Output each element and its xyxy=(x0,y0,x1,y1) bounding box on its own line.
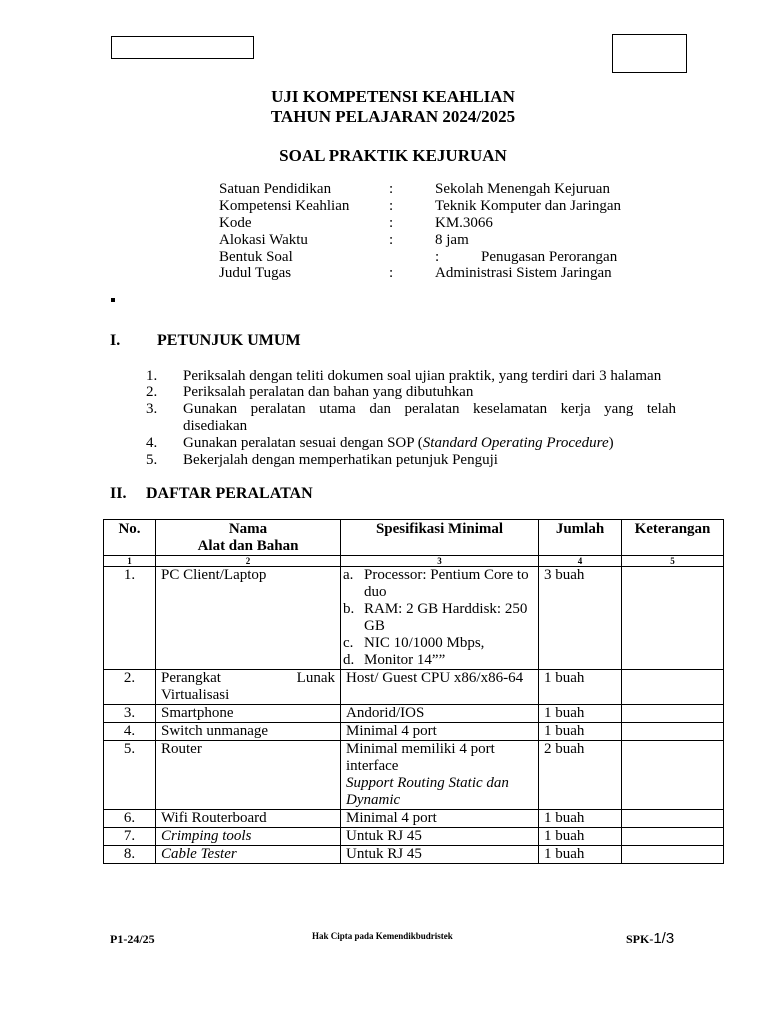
list-text: disediakan xyxy=(183,418,248,434)
table-row xyxy=(104,670,724,705)
cell-no: 6. xyxy=(104,810,156,828)
spec-item xyxy=(343,567,533,601)
info-colon: : xyxy=(389,215,394,231)
cell-nama-word: Perangkat xyxy=(161,670,221,686)
index-cell: 5 xyxy=(622,556,724,567)
spec-marker: a. xyxy=(343,567,354,583)
table-row xyxy=(104,567,724,670)
info-label: Alokasi Waktu xyxy=(219,232,308,248)
cell-spec xyxy=(341,567,539,670)
info-label: Judul Tugas xyxy=(219,265,292,281)
spec-list xyxy=(343,567,533,669)
cell-keterangan xyxy=(622,846,724,864)
cell-nama-line-2: Virtualisasi xyxy=(161,687,230,703)
info-label: Kompetensi Keahlian xyxy=(219,198,350,214)
cell-spec: Minimal 4 port xyxy=(341,723,539,741)
title-line-1: UJI KOMPETENSI KEAHLIAN xyxy=(271,87,515,106)
spec-text: Processor: Pentium Core to duo xyxy=(364,567,529,600)
info-value: KM.3066 xyxy=(435,215,493,231)
header-nama-line-2: Alat dan Bahan xyxy=(197,538,299,554)
cell-spec-line: Minimal memiliki 4 port interface xyxy=(346,741,495,774)
spec-item xyxy=(343,635,533,652)
cell-jumlah: 1 buah xyxy=(539,846,622,864)
cell-spec: Minimal 4 port xyxy=(341,810,539,828)
info-label: Kode xyxy=(219,215,252,231)
info-value: Penugasan Perorangan xyxy=(481,249,618,265)
info-colon: : xyxy=(389,198,394,214)
spec-marker: b. xyxy=(343,601,355,617)
spec-text: RAM: 2 GB Harddisk: 250 GB xyxy=(364,601,528,634)
list-number: 3. xyxy=(146,401,158,417)
table-row xyxy=(104,723,724,741)
table-row xyxy=(104,741,724,810)
cell-no: 4. xyxy=(104,723,156,741)
list-number: 5. xyxy=(146,452,158,468)
list-text: Gunakan peralatan utama dan peralatan keselamatan kerja yang telah xyxy=(183,401,676,417)
cell-keterangan xyxy=(622,810,724,828)
cell-nama-word: Lunak xyxy=(296,670,335,686)
table-index-row xyxy=(104,556,724,567)
index-cell: 2 xyxy=(156,556,341,567)
info-colon: : xyxy=(389,181,394,197)
info-value: 8 jam xyxy=(435,232,469,248)
cell-no: 3. xyxy=(104,705,156,723)
cell-keterangan xyxy=(622,723,724,741)
cell-spec: Untuk RJ 45 xyxy=(341,828,539,846)
list-text-pre: Gunakan peralatan sesuai dengan SOP ( xyxy=(183,435,423,451)
spec-marker: c. xyxy=(343,635,354,651)
header-jumlah: Jumlah xyxy=(539,520,622,556)
cell-nama: Wifi Routerboard xyxy=(156,810,341,828)
bullet-mark xyxy=(111,298,115,302)
section-2-title: DAFTAR PERALATAN xyxy=(146,485,313,502)
cell-keterangan xyxy=(622,705,724,723)
info-value: Administrasi Sistem Jaringan xyxy=(435,265,612,281)
section-2-number: II. xyxy=(110,485,127,502)
footer-code: P1-24/25 xyxy=(110,932,155,946)
index-cell: 1 xyxy=(104,556,156,567)
section-1-title: PETUNJUK UMUM xyxy=(157,332,301,349)
footer-page-number: 1/3 xyxy=(653,930,675,947)
cell-spec: Host/ Guest CPU x86/x86-64 xyxy=(341,670,539,705)
cell-keterangan xyxy=(622,567,724,670)
list-text-italic: Standard Operating Procedure xyxy=(422,435,609,451)
cell-spec: Andorid/IOS xyxy=(341,705,539,723)
footer-page-prefix: SPK- xyxy=(626,932,654,946)
index-cell: 4 xyxy=(539,556,622,567)
cell-no: 8. xyxy=(104,846,156,864)
footer-copyright: Hak Cipta pada Kemendikbudristek xyxy=(312,931,453,941)
info-colon: : xyxy=(435,249,440,265)
table-row xyxy=(104,828,724,846)
info-value: Teknik Komputer dan Jaringan xyxy=(435,198,621,214)
list-text xyxy=(183,435,676,452)
info-label: Satuan Pendidikan xyxy=(219,181,332,197)
header-keterangan: Keterangan xyxy=(622,520,724,556)
cell-jumlah: 1 buah xyxy=(539,810,622,828)
title-line-2: TAHUN PELAJARAN 2024/2025 xyxy=(270,107,516,126)
blank-box-right xyxy=(612,34,687,73)
spec-item xyxy=(343,652,533,669)
cell-nama-line-1 xyxy=(161,670,335,687)
cell-nama xyxy=(156,670,341,705)
table-header-row xyxy=(104,520,724,556)
header-nama-line-1: Nama xyxy=(228,521,268,537)
info-colon: : xyxy=(389,265,394,281)
cell-nama: Smartphone xyxy=(156,705,341,723)
footer-page xyxy=(626,930,674,948)
spec-item xyxy=(343,601,533,635)
title-line-3: SOAL PRAKTIK KEJURUAN xyxy=(279,146,507,165)
cell-no: 5. xyxy=(104,741,156,810)
equipment-table xyxy=(103,519,724,864)
list-number: 4. xyxy=(146,435,158,451)
cell-jumlah: 1 buah xyxy=(539,705,622,723)
list-number: 1. xyxy=(146,368,158,384)
cell-no: 2. xyxy=(104,670,156,705)
section-1-number: I. xyxy=(110,332,121,349)
cell-nama: Crimping tools xyxy=(156,828,341,846)
cell-nama: Cable Tester xyxy=(156,846,341,864)
info-value: Sekolah Menengah Kejuruan xyxy=(435,181,610,197)
list-text: Periksalah dengan teliti dokumen soal ujian praktik, yang terdiri dari 3 halaman xyxy=(183,368,662,384)
cell-jumlah: 2 buah xyxy=(539,741,622,810)
header-no: No. xyxy=(104,520,156,556)
table-row xyxy=(104,705,724,723)
spec-marker: d. xyxy=(343,652,355,668)
cell-no: 7. xyxy=(104,828,156,846)
list-text-post: ) xyxy=(608,435,614,451)
cell-keterangan xyxy=(622,670,724,705)
cell-jumlah: 1 buah xyxy=(539,723,622,741)
cell-keterangan xyxy=(622,828,724,846)
list-number: 2. xyxy=(146,384,158,400)
cell-spec: Untuk RJ 45 xyxy=(341,846,539,864)
table-row xyxy=(104,846,724,864)
header-spesifikasi: Spesifikasi Minimal xyxy=(341,520,539,556)
blank-box-left xyxy=(111,36,254,59)
cell-no: 1. xyxy=(104,567,156,670)
cell-jumlah: 1 buah xyxy=(539,828,622,846)
info-label: Bentuk Soal xyxy=(219,249,293,265)
list-text: Bekerjalah dengan memperhatikan petunjuk Penguji xyxy=(183,452,498,468)
cell-spec xyxy=(341,741,539,810)
cell-keterangan xyxy=(622,741,724,810)
cell-jumlah: 3 buah xyxy=(539,567,622,670)
header-nama xyxy=(156,520,341,556)
spec-text: NIC 10/1000 Mbps, xyxy=(364,635,485,651)
index-cell: 3 xyxy=(341,556,539,567)
cell-nama: Switch unmanage xyxy=(156,723,341,741)
list-text: Periksalah peralatan dan bahan yang dibutuhkan xyxy=(183,384,474,400)
table-row xyxy=(104,810,724,828)
spec-text: Monitor 14”” xyxy=(364,652,446,668)
cell-nama: Router xyxy=(156,741,341,810)
info-colon: : xyxy=(389,232,394,248)
cell-jumlah: 1 buah xyxy=(539,670,622,705)
cell-nama: PC Client/Laptop xyxy=(156,567,341,670)
cell-spec-italic: Support Routing Static dan Dynamic xyxy=(346,775,509,808)
